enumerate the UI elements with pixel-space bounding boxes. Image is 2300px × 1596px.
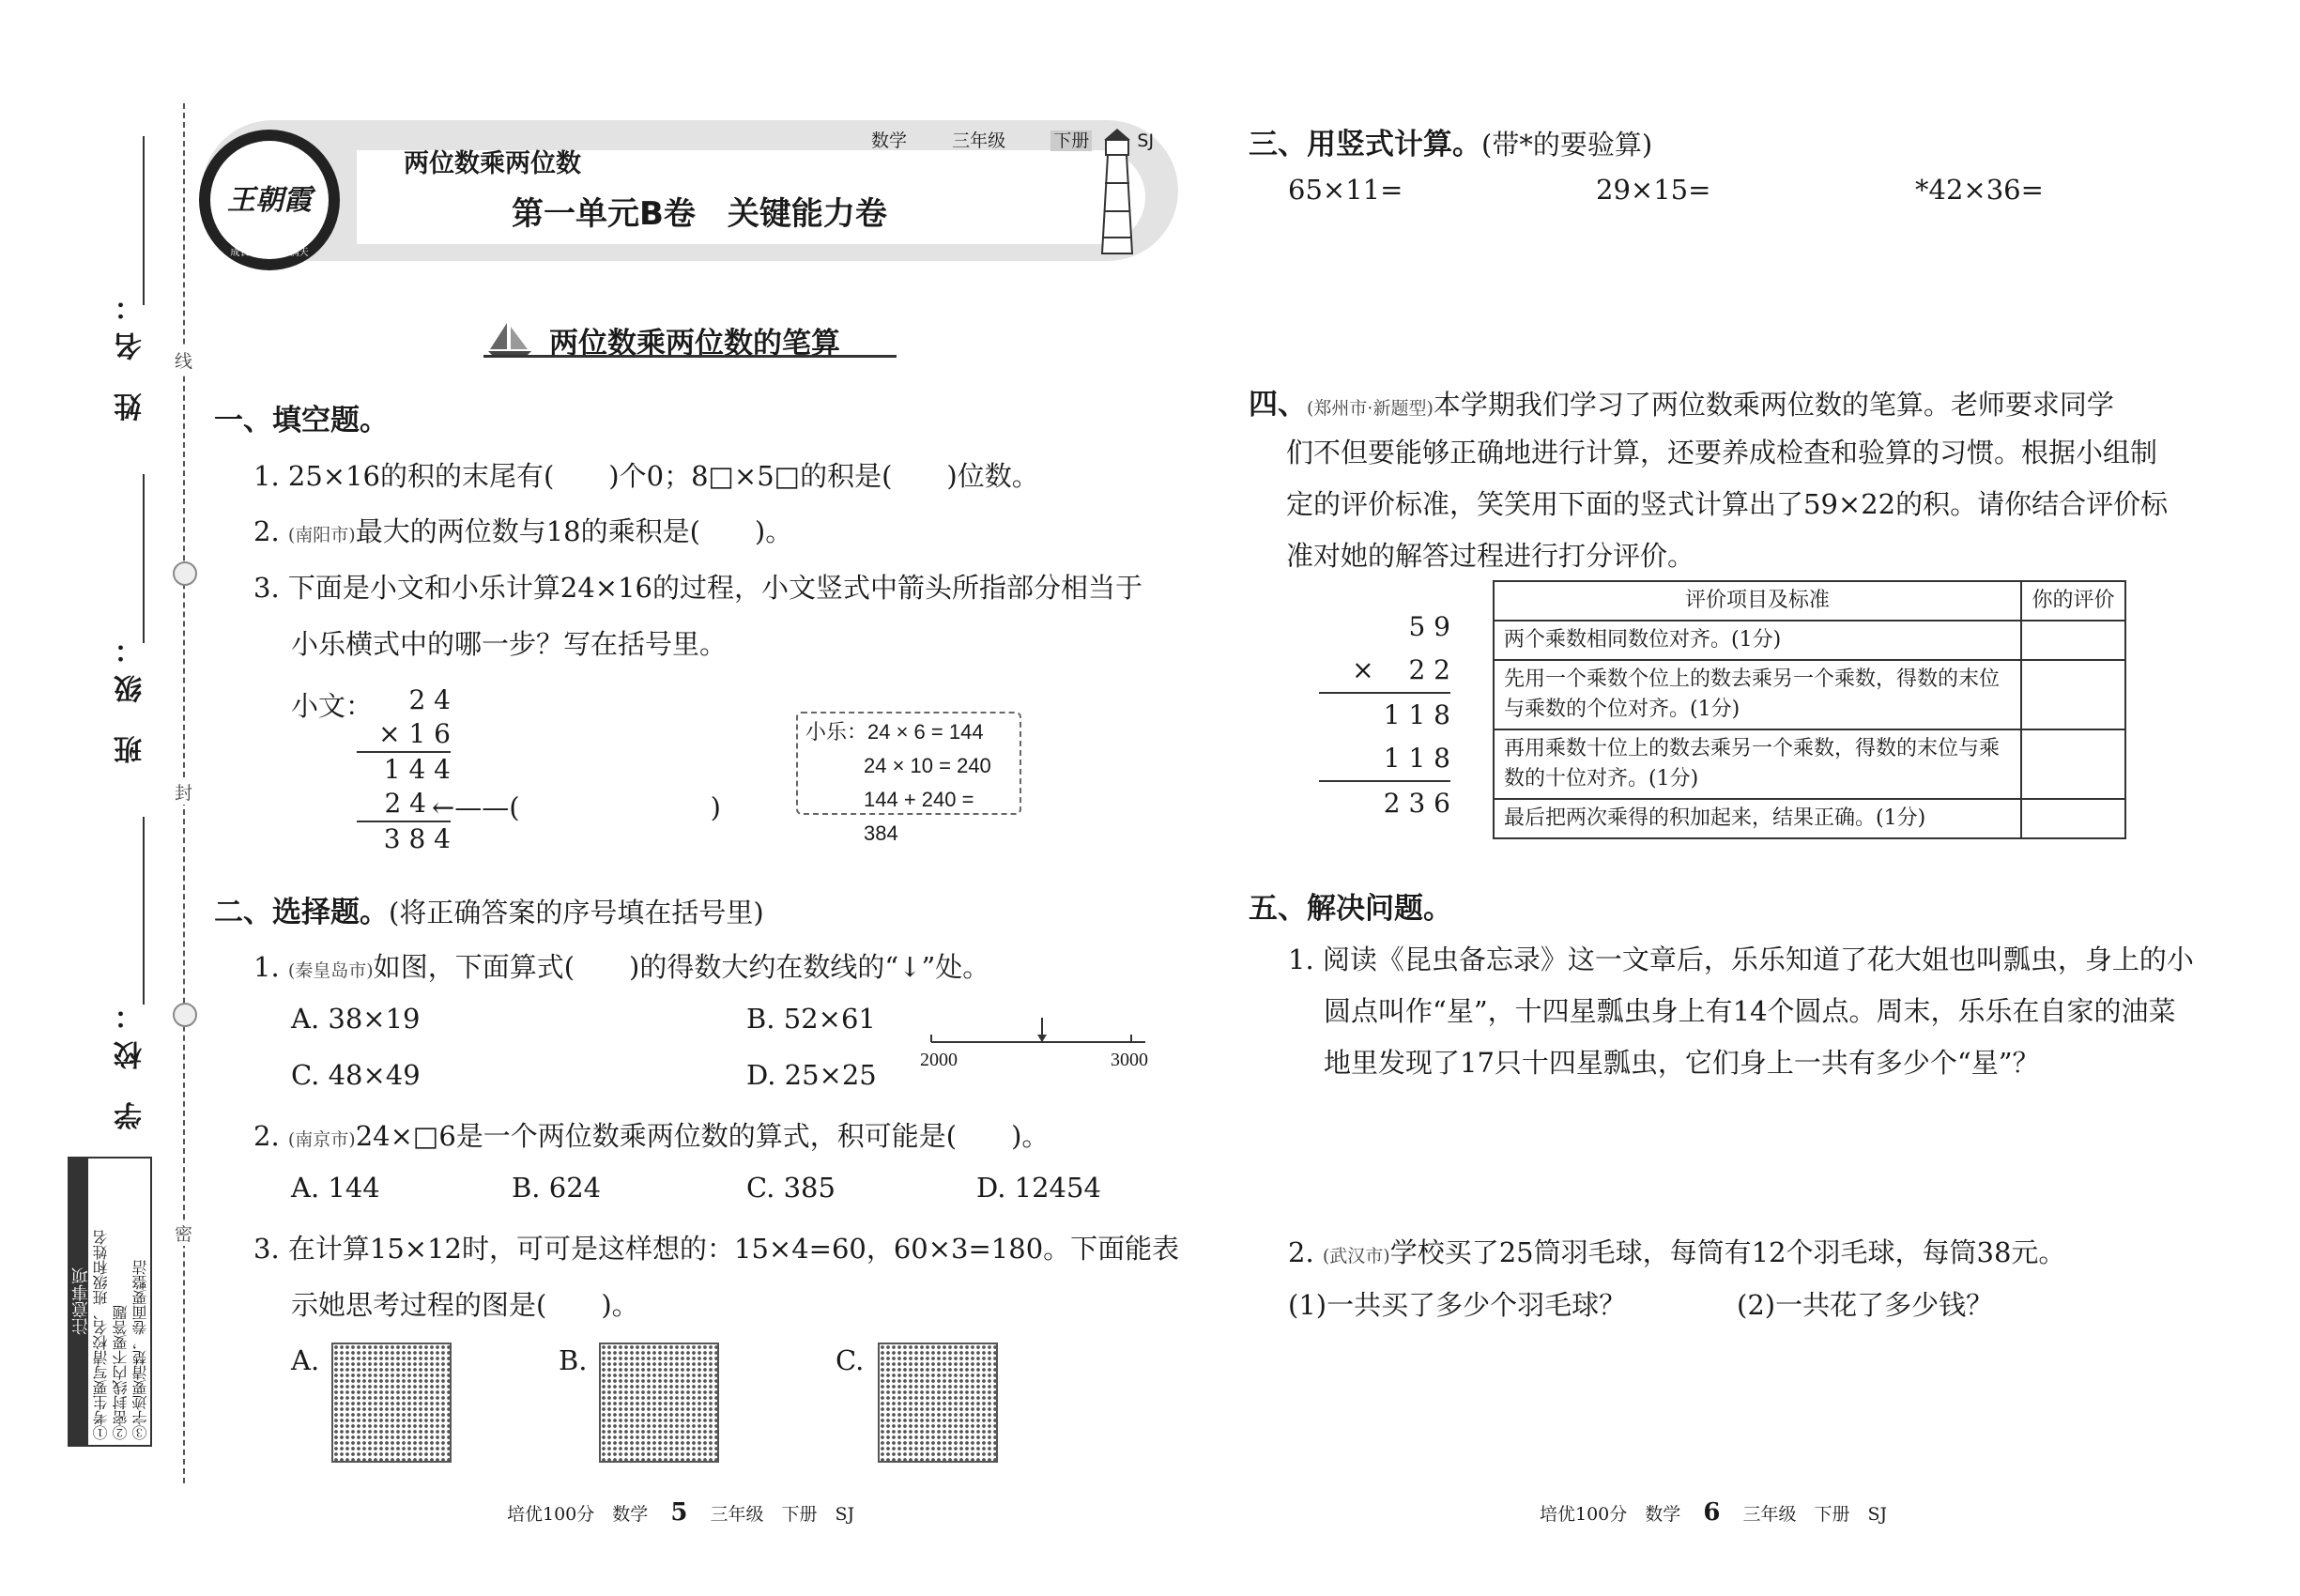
xiaowen-label: 小文： bbox=[291, 690, 374, 722]
xiaole-box bbox=[796, 712, 1021, 845]
part2-note: (将正确答案的序号填在括号里) bbox=[389, 897, 764, 928]
calc-item-3: *42×36= bbox=[1915, 174, 2044, 206]
table-row bbox=[1494, 660, 2125, 729]
footer-book: 培优100分 数学 bbox=[507, 1504, 649, 1525]
footer-right bbox=[1540, 1498, 1887, 1527]
option-c[interactable]: C. 48×49 bbox=[291, 1059, 421, 1091]
table-header-row bbox=[1494, 581, 2125, 621]
part2-q1-text: 如图，下面算式( )的得数大约在数线的“↓”处。 bbox=[373, 951, 990, 983]
part3-title-row bbox=[1249, 120, 1652, 162]
class-line[interactable] bbox=[143, 474, 145, 643]
cut-mark-2: 封 bbox=[175, 779, 192, 805]
dot-grid-b[interactable] bbox=[599, 1343, 719, 1463]
part3-title: 三、用竖式计算。 bbox=[1249, 128, 1481, 161]
dot-grid-c[interactable] bbox=[878, 1343, 998, 1463]
part1-q2: 2. (南阳市)最大的两位数与18的乘积是( )。 bbox=[253, 515, 793, 547]
part2-q3-line2: 示她思考过程的图是( )。 bbox=[291, 1289, 639, 1321]
school-line[interactable] bbox=[143, 817, 145, 1005]
part2-q3-line1: 3. 在计算15×12时，可可是这样想的：15×4=60，60×3=180。下面能表 bbox=[253, 1233, 1180, 1265]
part1-q3-line2: 小乐横式中的哪一步？写在括号里。 bbox=[291, 628, 728, 660]
calc-row: 1 1 8 bbox=[1319, 737, 1450, 782]
numline-end: 3000 bbox=[1111, 1050, 1148, 1070]
option-d[interactable]: D. 12454 bbox=[976, 1172, 1101, 1204]
part2-title: 二、选择题。 bbox=[214, 896, 389, 929]
notice-item: ①考生要写清校名、班级和姓名 bbox=[92, 1230, 110, 1440]
score-cell[interactable] bbox=[2021, 660, 2125, 729]
part5-q1-line1: 1. 阅读《昆虫备忘录》这一文章后，乐乐知道了花大姐也叫瓢虫，身上的小 bbox=[1288, 944, 2194, 975]
part4-line4: 准对她的解答过程进行打分评价。 bbox=[1286, 540, 1695, 572]
calc-row: 1 1 8 bbox=[1383, 699, 1450, 730]
xiaole-line: 小乐：24 × 6 = 144 bbox=[805, 720, 984, 744]
criterion-cell: 先用一个乘数个位上的数去乘另一个乘数，得数的末位与乘数的个位对齐。(1分) bbox=[1494, 660, 2021, 729]
region-tag: (秦皇岛市) bbox=[287, 960, 374, 981]
score-cell[interactable] bbox=[2021, 621, 2125, 660]
logo-name: 王朝霞 bbox=[227, 184, 312, 217]
footer-grade: 三年级 下册 SJ bbox=[1742, 1504, 1888, 1525]
part2-title-row bbox=[214, 888, 764, 930]
calc-item-2: 29×15= bbox=[1596, 174, 1711, 206]
topic-underline bbox=[483, 355, 897, 358]
table-row bbox=[1494, 729, 2125, 799]
part5-q2-sub1: (1)一共买了多少个羽毛球？ bbox=[1288, 1289, 1627, 1321]
table-row bbox=[1494, 799, 2125, 838]
part5-q2: 2. (武汉市)学校买了25筒羽毛球，每筒有12个羽毛球，每筒38元。 bbox=[1288, 1236, 2066, 1268]
logo-badge bbox=[199, 130, 340, 270]
cut-mark-3: 密 bbox=[175, 1220, 192, 1246]
region-tag: (郑州市·新题型) bbox=[1307, 398, 1434, 419]
table-row bbox=[1494, 621, 2125, 660]
calc-row: 2 4 bbox=[357, 787, 451, 822]
notice-item: ③字迹要清楚，卷面要整洁 bbox=[131, 1260, 149, 1440]
criterion-cell: 再用乘数十位上的数去乘另一个乘数，得数的末位与乘数的十位对齐。(1分) bbox=[1494, 729, 2021, 799]
xiaowen-calc bbox=[357, 683, 451, 856]
notice-item: ②密封线内不要答题 bbox=[112, 1305, 130, 1440]
arrow-answer-blank[interactable]: ←——( ) bbox=[432, 791, 721, 823]
option-c[interactable]: C. bbox=[836, 1344, 865, 1376]
name-label: 姓 名： bbox=[115, 282, 147, 422]
numline-start: 2000 bbox=[920, 1050, 958, 1070]
smile-calc bbox=[1319, 606, 1450, 825]
evaluation-table bbox=[1493, 580, 2126, 839]
option-d[interactable]: D. 25×25 bbox=[746, 1059, 877, 1091]
footer-grade: 三年级 下册 SJ bbox=[710, 1504, 855, 1525]
sailboat-icon bbox=[486, 321, 533, 359]
option-b[interactable]: B. 624 bbox=[512, 1172, 602, 1204]
option-a[interactable]: A. 144 bbox=[291, 1172, 380, 1204]
criterion-cell: 两个乘数相同数位对齐。(1分) bbox=[1494, 621, 2021, 660]
option-a[interactable]: A. bbox=[291, 1344, 320, 1376]
logo-sub: 成长路上 芸光满天 bbox=[230, 248, 309, 258]
region-tag: (武汉市) bbox=[1322, 1246, 1390, 1266]
part2-q2: 2. (南京市)24×□6是一个两位数乘两位数的算式，积可能是( )。 bbox=[253, 1120, 1050, 1152]
footer-left bbox=[507, 1498, 854, 1527]
part5-q1-line3: 地里发现了17只十四星瓢虫，它们身上一共有多少个“星”？ bbox=[1324, 1047, 2040, 1079]
cut-mark-1: 线 bbox=[175, 347, 192, 373]
score-cell[interactable] bbox=[2021, 799, 2125, 838]
part5-q2-text: 学校买了25筒羽毛球，每筒有12个羽毛球，每筒38元。 bbox=[1389, 1236, 2066, 1268]
calc-row: 3 8 4 bbox=[383, 823, 451, 854]
notice-title: 注意事项 bbox=[69, 1159, 88, 1445]
binding-hole-icon bbox=[173, 561, 197, 586]
header-topic: 两位数乘两位数 bbox=[404, 149, 581, 178]
page-number: 6 bbox=[1703, 1498, 1721, 1527]
calc-row: × 2 2 bbox=[1319, 649, 1450, 694]
part5-q1-line2: 圆点叫作“星”，十四星瓢虫身上有14个圆点。周末，乐乐在自家的油菜 bbox=[1324, 995, 2176, 1027]
region-tag: (南京市) bbox=[287, 1129, 356, 1150]
page-number: 5 bbox=[670, 1498, 688, 1527]
page-title: 第一单元B卷 关键能力卷 bbox=[512, 195, 887, 233]
part1-q2-text: 最大的两位数与18的乘积是( )。 bbox=[355, 515, 793, 547]
calc-row: 5 9 bbox=[1408, 611, 1450, 642]
tag-grade: 三年级 bbox=[952, 130, 1006, 151]
part3-note: (带*的要验算) bbox=[1481, 129, 1653, 161]
option-a[interactable]: A. 38×19 bbox=[291, 1003, 421, 1035]
calc-item-1: 65×11= bbox=[1288, 174, 1403, 206]
part5-q2-sub2: (2)一共花了多少钱？ bbox=[1737, 1289, 1994, 1321]
table-header: 你的评价 bbox=[2021, 581, 2125, 621]
part1-q1: 1. 25×16的积的末尾有( )个0；8□×5□的积是( )位数。 bbox=[253, 460, 1039, 492]
dot-grid-a[interactable] bbox=[331, 1343, 452, 1463]
option-c[interactable]: C. 385 bbox=[746, 1172, 836, 1204]
part4-line2: 们不但要能够正确地进行计算，还要养成检查和验算的习惯。根据小组制 bbox=[1286, 437, 2158, 468]
table-header: 评价项目及标准 bbox=[1494, 581, 2021, 621]
lighthouse-icon bbox=[1070, 127, 1164, 258]
name-line[interactable] bbox=[143, 136, 145, 305]
calc-row: 1 4 4 bbox=[383, 754, 451, 785]
tag-term: 下册 bbox=[1050, 130, 1092, 151]
class-label: 班 级： bbox=[115, 624, 147, 764]
part2-q1: 1. (秦皇岛市)如图，下面算式( )的得数大约在数线的“↓”处。 bbox=[253, 951, 990, 983]
region-tag: (南阳市) bbox=[287, 525, 356, 545]
footer-book: 培优100分 数学 bbox=[1540, 1504, 1681, 1525]
calc-row: × 1 6 bbox=[357, 717, 451, 753]
part1-title: 一、填空题。 bbox=[214, 404, 389, 437]
calc-row: 2 4 bbox=[408, 684, 451, 715]
section-topic: 两位数乘两位数的笔算 bbox=[549, 327, 840, 361]
option-b[interactable]: B. 52×61 bbox=[746, 1003, 876, 1035]
part4-text: 本学期我们学习了两位数乘两位数的笔算。老师要求同学 bbox=[1433, 389, 2114, 421]
part2-q2-text: 24×□6是一个两位数乘两位数的算式，积可能是( )。 bbox=[355, 1120, 1050, 1152]
binding-hole-icon bbox=[173, 1003, 197, 1027]
option-b[interactable]: B. bbox=[559, 1344, 588, 1376]
criterion-cell: 最后把两次乘得的积加起来，结果正确。(1分) bbox=[1494, 799, 2021, 838]
score-cell[interactable] bbox=[2021, 729, 2125, 799]
part5-title: 五、解决问题。 bbox=[1249, 892, 1452, 926]
xiaole-line: 24 × 10 = 240 bbox=[864, 754, 991, 777]
school-label: 学 校： bbox=[115, 990, 147, 1130]
tag-edition: SJ bbox=[1137, 130, 1155, 151]
part4-line1 bbox=[1249, 380, 2114, 422]
part4-line3: 定的评价标准，笑笑用下面的竖式计算出了59×22的积。请你结合评价标 bbox=[1286, 488, 2169, 520]
xiaole-line: 144 + 240 = 384 bbox=[864, 788, 974, 845]
part1-q3-line1: 3. 下面是小文和小乐计算24×16的过程，小文竖式中箭头所指部分相当于 bbox=[253, 572, 1142, 604]
tag-subject: 数学 bbox=[871, 130, 908, 151]
notice-box bbox=[68, 1157, 152, 1447]
part4-number: 四、 bbox=[1249, 388, 1307, 422]
calc-row: 2 3 6 bbox=[1383, 788, 1450, 819]
